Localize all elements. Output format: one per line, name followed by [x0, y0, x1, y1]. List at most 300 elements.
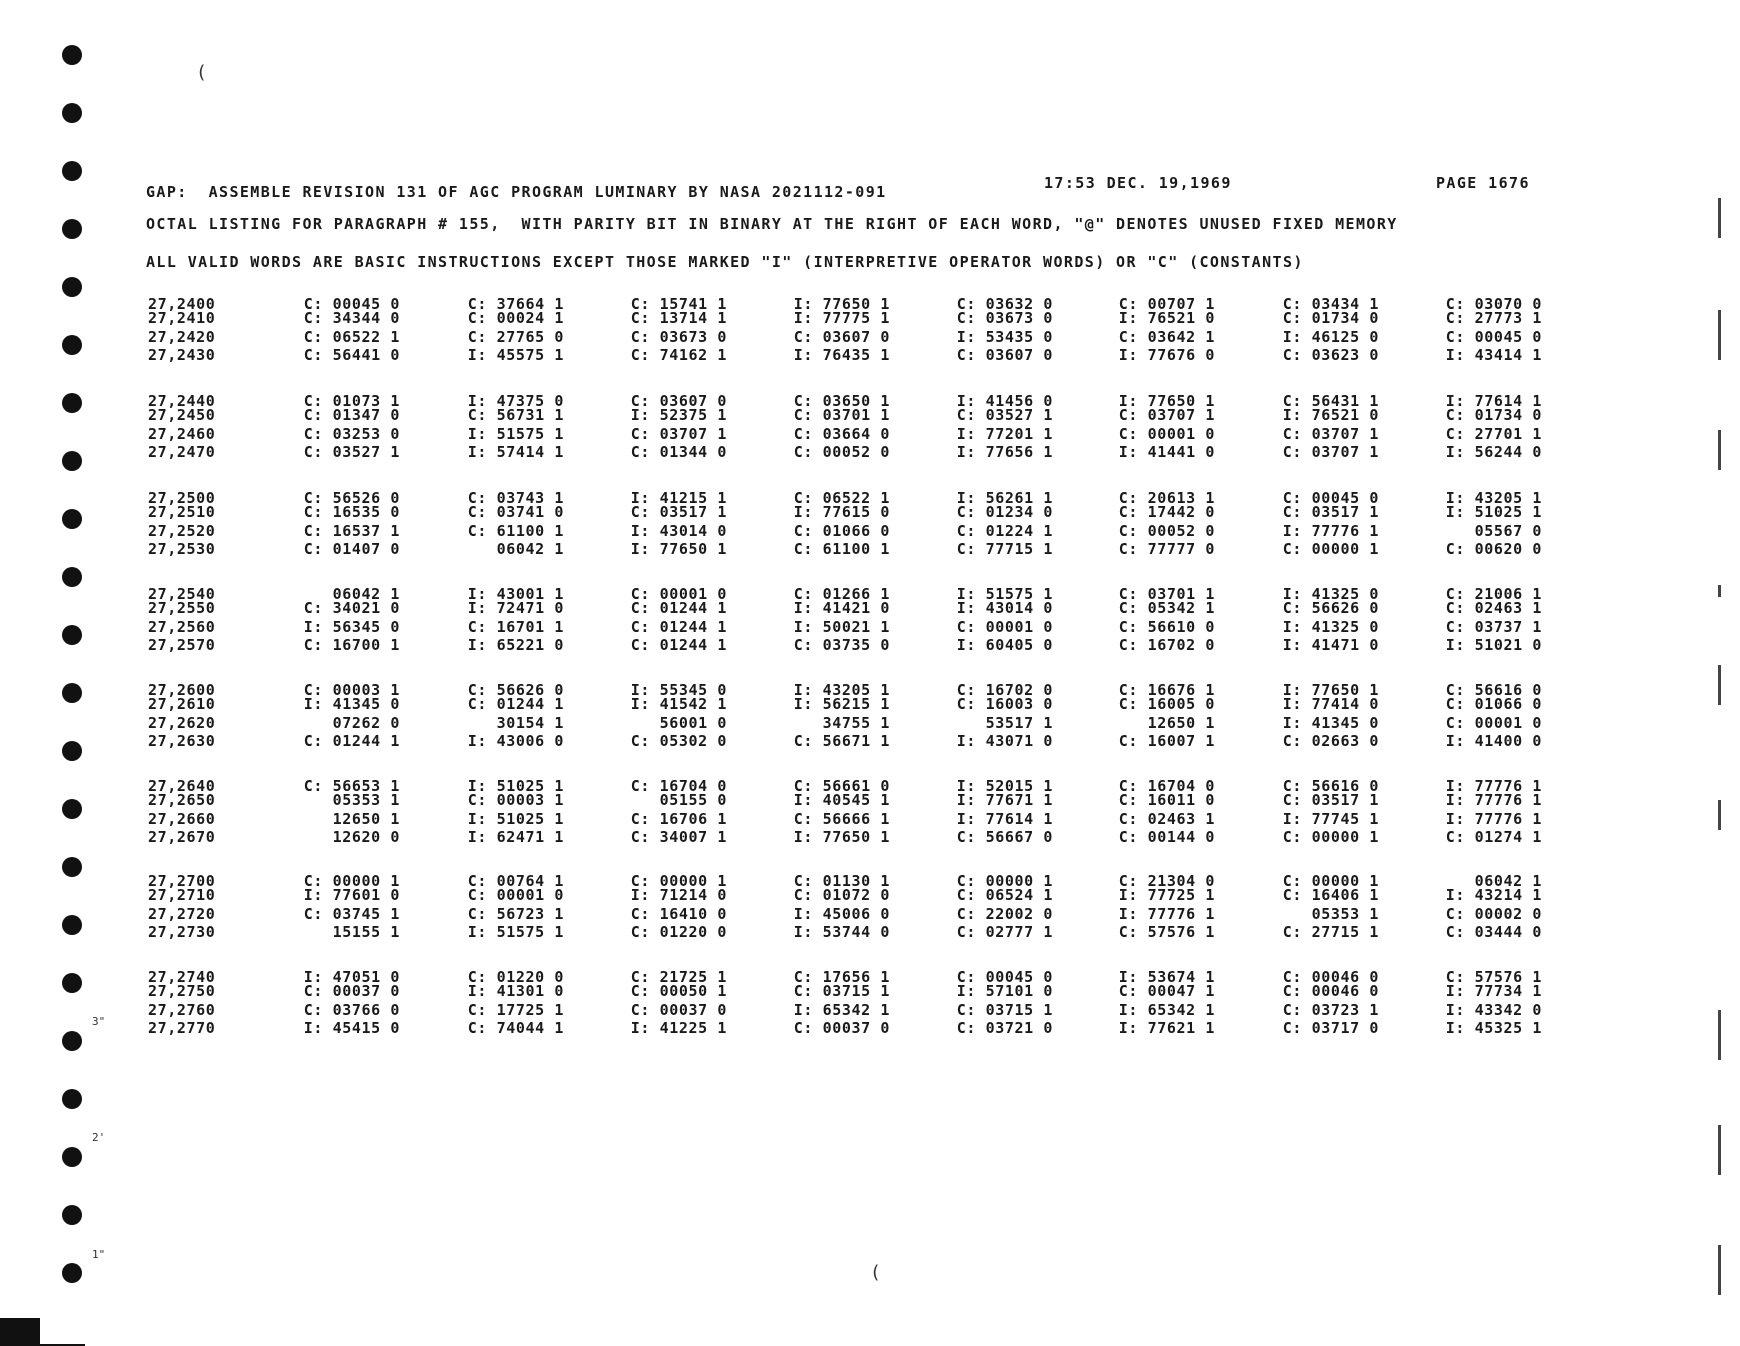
listing-word: I: 41400 0 [1445, 732, 1542, 750]
listing-word: I: 50021 1 [793, 618, 890, 636]
listing-word: C: 01066 0 [1445, 695, 1542, 713]
listing-word: I: 65342 1 [1118, 1001, 1215, 1019]
feed-hole-icon [62, 799, 82, 819]
listing-word: C: 03766 0 [303, 1001, 400, 1019]
listing-word: C: 37664 1 [467, 295, 564, 313]
listing-word: C: 03707 1 [630, 425, 727, 443]
listing-word: C: 02463 1 [1445, 599, 1542, 617]
listing-address: 27,2760 [148, 1001, 216, 1019]
listing-word: I: 77614 1 [956, 810, 1053, 828]
listing-word: C: 20613 1 [1118, 489, 1215, 507]
listing-word: C: 15741 1 [630, 295, 727, 313]
listing-word: C: 01220 0 [630, 923, 727, 941]
listing-word: C: 03715 1 [793, 982, 890, 1000]
listing-word: I: 41345 0 [303, 695, 400, 713]
listing-word: I: 77775 1 [793, 309, 890, 327]
listing-word: C: 17442 0 [1118, 503, 1215, 521]
listing-word: C: 00045 0 [1282, 489, 1379, 507]
listing-word: C: 03632 0 [956, 295, 1053, 313]
listing-word: C: 00000 1 [1282, 540, 1379, 558]
listing-address: 27,2560 [148, 618, 216, 636]
listing-word: I: 77671 1 [956, 791, 1053, 809]
feed-hole-icon [62, 335, 82, 355]
listing-address: 27,2570 [148, 636, 216, 654]
listing-word: C: 01347 0 [303, 406, 400, 424]
listing-word: C: 03721 0 [956, 1019, 1053, 1037]
listing-word: I: 53744 0 [793, 923, 890, 941]
listing-word: C: 01066 0 [793, 522, 890, 540]
listing-word: C: 01244 1 [630, 636, 727, 654]
right-edge-speck [1718, 1010, 1721, 1060]
listing-word: C: 00000 1 [956, 872, 1053, 890]
feed-hole-icon [62, 45, 82, 65]
listing-word: C: 01073 1 [303, 392, 400, 410]
listing-timestamp: 17:53 DEC. 19,1969 [1044, 174, 1232, 192]
listing-word: I: 43205 1 [1445, 489, 1542, 507]
listing-word: C: 00052 0 [793, 443, 890, 461]
listing-word: C: 03701 1 [1118, 585, 1215, 603]
listing-word: I: 51025 1 [1445, 503, 1542, 521]
listing-word: I: 77745 1 [1282, 810, 1379, 828]
listing-word: C: 56616 0 [1282, 777, 1379, 795]
listing-word: C: 77777 0 [1118, 540, 1215, 558]
octal-listing-description: OCTAL LISTING FOR PARAGRAPH # 155, WITH PARITY BIT IN BINARY AT THE RIGHT OF EACH WORD, "@" DENOTES UNUSED FIXED MEMORY [146, 215, 1398, 233]
listing-word: C: 03517 1 [1282, 791, 1379, 809]
listing-address: 27,2720 [148, 905, 216, 923]
feed-hole-icon [62, 857, 82, 877]
listing-word: C: 27701 1 [1445, 425, 1542, 443]
listing-address: 27,2740 [148, 968, 216, 986]
listing-word: C: 03741 0 [467, 503, 564, 521]
listing-word: I: 46125 0 [1282, 328, 1379, 346]
feed-hole-icon [62, 1205, 82, 1225]
listing-word: 06042 1 [1474, 872, 1542, 890]
listing-word: I: 51025 1 [467, 810, 564, 828]
listing-address: 27,2460 [148, 425, 216, 443]
listing-word: C: 03673 0 [630, 328, 727, 346]
feed-hole-icon [62, 1147, 82, 1167]
listing-word: C: 03607 0 [956, 346, 1053, 364]
listing-word: C: 17656 1 [793, 968, 890, 986]
listing-word: C: 16702 0 [1118, 636, 1215, 654]
listing-word: C: 00045 0 [303, 295, 400, 313]
right-edge-speck [1718, 430, 1721, 470]
right-edge-speck [1718, 665, 1721, 705]
listing-word: I: 77650 1 [630, 540, 727, 558]
listing-word: C: 61100 1 [467, 522, 564, 540]
listing-word: C: 03664 0 [793, 425, 890, 443]
listing-word: C: 03527 1 [303, 443, 400, 461]
listing-word: I: 43205 1 [793, 681, 890, 699]
feed-hole-icon [62, 393, 82, 413]
feed-hole-icon [62, 741, 82, 761]
listing-address: 27,2520 [148, 522, 216, 540]
listing-word: C: 03723 1 [1282, 1001, 1379, 1019]
feed-hole-icon [62, 1263, 82, 1283]
feed-hole-icon [62, 277, 82, 297]
listing-word: I: 77615 0 [793, 503, 890, 521]
listing-word: C: 16704 0 [630, 777, 727, 795]
listing-word: C: 06522 1 [793, 489, 890, 507]
listing-word: C: 03715 1 [956, 1001, 1053, 1019]
listing-word: C: 56610 0 [1118, 618, 1215, 636]
listing-address: 27,2730 [148, 923, 216, 941]
listing-word: C: 01344 0 [630, 443, 727, 461]
listing-address: 27,2670 [148, 828, 216, 846]
feed-hole-icon [62, 1089, 82, 1109]
listing-word: C: 03527 1 [956, 406, 1053, 424]
listing-word: C: 01072 0 [793, 886, 890, 904]
listing-word: I: 77776 1 [1445, 777, 1542, 795]
listing-word: C: 01244 1 [630, 618, 727, 636]
listing-word: I: 43214 1 [1445, 886, 1542, 904]
listing-word: C: 06522 1 [303, 328, 400, 346]
listing-word: I: 76521 0 [1282, 406, 1379, 424]
listing-address: 27,2430 [148, 346, 216, 364]
listing-word: I: 41456 0 [956, 392, 1053, 410]
listing-word: I: 51021 0 [1445, 636, 1542, 654]
listing-word: C: 56626 0 [1282, 599, 1379, 617]
listing-word: I: 77601 0 [303, 886, 400, 904]
listing-word: C: 56666 1 [793, 810, 890, 828]
listing-word: C: 03517 1 [630, 503, 727, 521]
listing-word: 05353 1 [1311, 905, 1379, 923]
listing-word: C: 74162 1 [630, 346, 727, 364]
listing-word: C: 56731 1 [467, 406, 564, 424]
listing-word: I: 51575 1 [467, 923, 564, 941]
listing-address: 27,2530 [148, 540, 216, 558]
listing-word: I: 41215 1 [630, 489, 727, 507]
listing-word: I: 56261 1 [956, 489, 1053, 507]
feed-hole-icon [62, 625, 82, 645]
listing-address: 27,2410 [148, 309, 216, 327]
listing-word: C: 22002 0 [956, 905, 1053, 923]
right-edge-speck [1718, 1245, 1721, 1295]
listing-word: C: 00707 1 [1118, 295, 1215, 313]
listing-word: C: 34344 0 [303, 309, 400, 327]
listing-word: I: 65342 1 [793, 1001, 890, 1019]
listing-word: C: 56667 0 [956, 828, 1053, 846]
listing-word: 05155 0 [659, 791, 727, 809]
listing-word: 06042 1 [332, 585, 400, 603]
listing-address: 27,2450 [148, 406, 216, 424]
listing-word: C: 21304 0 [1118, 872, 1215, 890]
listing-word: C: 56616 0 [1445, 681, 1542, 699]
feed-hole-icon [62, 161, 82, 181]
listing-word: C: 03650 1 [793, 392, 890, 410]
feed-hole-icon [62, 683, 82, 703]
listing-word: C: 56626 0 [467, 681, 564, 699]
listing-word: C: 56723 1 [467, 905, 564, 923]
listing-word: C: 05302 0 [630, 732, 727, 750]
listing-address: 27,2500 [148, 489, 216, 507]
listing-word: C: 00764 1 [467, 872, 564, 890]
listing-word: I: 45575 1 [467, 346, 564, 364]
listing-word: I: 47375 0 [467, 392, 564, 410]
listing-word: C: 00001 0 [630, 585, 727, 603]
listing-word: C: 00045 0 [1445, 328, 1542, 346]
listing-word: I: 41325 0 [1282, 618, 1379, 636]
feed-hole-icon [62, 567, 82, 587]
listing-word: C: 00037 0 [630, 1001, 727, 1019]
listing-word: C: 00045 0 [956, 968, 1053, 986]
listing-word: C: 01234 0 [956, 503, 1053, 521]
listing-word: C: 00024 1 [467, 309, 564, 327]
listing-address: 27,2550 [148, 599, 216, 617]
listing-word: I: 43006 0 [467, 732, 564, 750]
listing-word: C: 34021 0 [303, 599, 400, 617]
listing-word: I: 72471 0 [467, 599, 564, 617]
listing-word: C: 00001 0 [1118, 425, 1215, 443]
listing-word: C: 16701 1 [467, 618, 564, 636]
listing-word: I: 41325 0 [1282, 585, 1379, 603]
tractor-feed-holes [62, 45, 92, 1295]
listing-word: C: 02777 1 [956, 923, 1053, 941]
listing-word: C: 03642 1 [1118, 328, 1215, 346]
listing-word: C: 03444 0 [1445, 923, 1542, 941]
listing-word: I: 53435 0 [956, 328, 1053, 346]
listing-word: C: 00000 1 [303, 872, 400, 890]
listing-word: C: 00000 1 [1282, 828, 1379, 846]
listing-word: I: 77201 1 [956, 425, 1053, 443]
listing-word: C: 27765 0 [467, 328, 564, 346]
listing-word: I: 76435 1 [793, 346, 890, 364]
listing-word: I: 55345 0 [630, 681, 727, 699]
listing-address: 27,2750 [148, 982, 216, 1000]
right-edge-speck [1718, 585, 1721, 597]
listing-word: C: 17725 1 [467, 1001, 564, 1019]
listing-word: I: 77734 1 [1445, 982, 1542, 1000]
listing-word: C: 03737 1 [1445, 618, 1542, 636]
listing-word: I: 47051 0 [303, 968, 400, 986]
listing-word: C: 01220 0 [467, 968, 564, 986]
listing-word: I: 77650 1 [793, 828, 890, 846]
listing-word: C: 00052 0 [1118, 522, 1215, 540]
listing-word: C: 34007 1 [630, 828, 727, 846]
listing-word: C: 57576 1 [1445, 968, 1542, 986]
listing-address: 27,2770 [148, 1019, 216, 1037]
listing-word: I: 52015 1 [956, 777, 1053, 795]
listing-word: C: 77715 1 [956, 540, 1053, 558]
listing-word: C: 56431 1 [1282, 392, 1379, 410]
listing-word: C: 03434 1 [1282, 295, 1379, 313]
listing-address: 27,2470 [148, 443, 216, 461]
listing-word: 15155 1 [332, 923, 400, 941]
right-edge-speck [1718, 1125, 1721, 1175]
listing-word: I: 41225 1 [630, 1019, 727, 1037]
listing-word: I: 52375 1 [630, 406, 727, 424]
listing-address: 27,2420 [148, 328, 216, 346]
listing-word: C: 00144 0 [1118, 828, 1215, 846]
listing-word: 06042 1 [496, 540, 564, 558]
listing-word: C: 03623 0 [1282, 346, 1379, 364]
listing-word: C: 03607 0 [630, 392, 727, 410]
valid-words-legend: ALL VALID WORDS ARE BASIC INSTRUCTIONS EXCEPT THOSE MARKED "I" (INTERPRETIVE OPERATOR WORDS) OR "C" (CONSTANTS) [146, 253, 1304, 271]
corner-marker [0, 1318, 40, 1346]
right-edge-speck [1718, 800, 1721, 830]
listing-word: C: 00046 0 [1282, 968, 1379, 986]
listing-word: I: 43414 1 [1445, 346, 1542, 364]
feed-hole-icon [62, 973, 82, 993]
listing-address: 27,2610 [148, 695, 216, 713]
right-edge-speck [1718, 310, 1721, 360]
listing-word: C: 01734 0 [1282, 309, 1379, 327]
listing-word: I: 56215 1 [793, 695, 890, 713]
listing-word: I: 77776 1 [1445, 791, 1542, 809]
listing-word: I: 43071 0 [956, 732, 1053, 750]
listing-word: I: 43014 0 [956, 599, 1053, 617]
listing-word: I: 41542 1 [630, 695, 727, 713]
listing-word: C: 00047 1 [1118, 982, 1215, 1000]
listing-word: C: 00003 1 [467, 791, 564, 809]
listing-address: 27,2540 [148, 585, 216, 603]
listing-word: C: 02663 0 [1282, 732, 1379, 750]
listing-word: I: 77776 1 [1445, 810, 1542, 828]
listing-word: C: 00046 0 [1282, 982, 1379, 1000]
listing-word: C: 01734 0 [1445, 406, 1542, 424]
listing-word: C: 01407 0 [303, 540, 400, 558]
listing-word: I: 41441 0 [1118, 443, 1215, 461]
listing-word: 34755 1 [822, 714, 890, 732]
margin-mark-1: 1" [92, 1248, 106, 1261]
listing-word: I: 56244 0 [1445, 443, 1542, 461]
listing-address: 27,2620 [148, 714, 216, 732]
listing-word: C: 01266 1 [793, 585, 890, 603]
listing-word: 05567 0 [1474, 522, 1542, 540]
listing-word: I: 77725 1 [1118, 886, 1215, 904]
listing-word: C: 03717 0 [1282, 1019, 1379, 1037]
listing-word: 12650 1 [1147, 714, 1215, 732]
feed-hole-icon [62, 219, 82, 239]
listing-word: I: 40545 1 [793, 791, 890, 809]
listing-word: C: 00001 0 [467, 886, 564, 904]
listing-word: C: 16011 0 [1118, 791, 1215, 809]
listing-word: I: 45006 0 [793, 905, 890, 923]
listing-word: C: 56441 0 [303, 346, 400, 364]
listing-word: C: 06524 1 [956, 886, 1053, 904]
feed-hole-icon [62, 451, 82, 471]
feed-hole-icon [62, 103, 82, 123]
listing-word: C: 16007 1 [1118, 732, 1215, 750]
listing-word: I: 41301 0 [467, 982, 564, 1000]
listing-word: I: 77676 0 [1118, 346, 1215, 364]
listing-word: C: 03707 1 [1282, 443, 1379, 461]
listing-address: 27,2630 [148, 732, 216, 750]
listing-word: C: 03070 0 [1445, 295, 1542, 313]
listing-word: C: 16706 1 [630, 810, 727, 828]
listing-word: I: 71214 0 [630, 886, 727, 904]
listing-word: C: 56526 0 [303, 489, 400, 507]
listing-word: C: 27773 1 [1445, 309, 1542, 327]
listing-word: I: 41421 0 [793, 599, 890, 617]
listing-word: I: 43001 1 [467, 585, 564, 603]
listing-word: 56001 0 [659, 714, 727, 732]
listing-address: 27,2510 [148, 503, 216, 521]
listing-address: 27,2660 [148, 810, 216, 828]
listing-word: I: 77650 1 [793, 295, 890, 313]
listing-word: I: 57101 0 [956, 982, 1053, 1000]
listing-address: 27,2640 [148, 777, 216, 795]
listing-word: I: 56345 0 [303, 618, 400, 636]
listing-word: C: 27715 1 [1282, 923, 1379, 941]
listing-word: C: 01224 1 [956, 522, 1053, 540]
listing-word: I: 51575 1 [467, 425, 564, 443]
page-number: PAGE 1676 [1436, 174, 1530, 192]
feed-hole-icon [62, 915, 82, 935]
listing-word: C: 02463 1 [1118, 810, 1215, 828]
listing-word: C: 00050 1 [630, 982, 727, 1000]
margin-mark-3: 3" [92, 1015, 106, 1028]
listing-word: C: 01130 1 [793, 872, 890, 890]
listing-word: C: 03517 1 [1282, 503, 1379, 521]
listing-address: 27,2700 [148, 872, 216, 890]
listing-word: C: 21725 1 [630, 968, 727, 986]
listing-word: I: 43014 0 [630, 522, 727, 540]
listing-word: C: 01244 1 [630, 599, 727, 617]
listing-word: C: 00037 0 [303, 982, 400, 1000]
listing-word: C: 00000 1 [630, 872, 727, 890]
listing-word: C: 16406 1 [1282, 886, 1379, 904]
listing-title: GAP: ASSEMBLE REVISION 131 OF AGC PROGRAM LUMINARY BY NASA 2021112-091 [146, 183, 887, 201]
listing-word: I: 65221 0 [467, 636, 564, 654]
listing-word: I: 43342 0 [1445, 1001, 1542, 1019]
listing-word: C: 16535 0 [303, 503, 400, 521]
listing-word: C: 03701 1 [793, 406, 890, 424]
listing-word: C: 16700 1 [303, 636, 400, 654]
listing-word: I: 51575 1 [956, 585, 1053, 603]
listing-word: C: 21006 1 [1445, 585, 1542, 603]
listing-word: C: 03253 0 [303, 425, 400, 443]
listing-address: 27,2710 [148, 886, 216, 904]
listing-word: 05353 1 [332, 791, 400, 809]
listing-word: C: 00001 0 [1445, 714, 1542, 732]
listing-word: C: 00001 0 [956, 618, 1053, 636]
listing-word: I: 51025 1 [467, 777, 564, 795]
listing-word: I: 77776 1 [1118, 905, 1215, 923]
listing-word: C: 16410 0 [630, 905, 727, 923]
listing-word: I: 77776 1 [1282, 522, 1379, 540]
right-edge-speck [1718, 198, 1721, 238]
listing-word: I: 77656 1 [956, 443, 1053, 461]
listing-word: C: 74044 1 [467, 1019, 564, 1037]
listing-word: 53517 1 [985, 714, 1053, 732]
listing-word: I: 53674 1 [1118, 968, 1215, 986]
listing-word: C: 03735 0 [793, 636, 890, 654]
listing-word: C: 56671 1 [793, 732, 890, 750]
listing-word: I: 77614 1 [1445, 392, 1542, 410]
listing-word: C: 13714 1 [630, 309, 727, 327]
listing-word: C: 16005 0 [1118, 695, 1215, 713]
listing-word: C: 56653 1 [303, 777, 400, 795]
listing-word: 07262 0 [332, 714, 400, 732]
stray-mark: ( [870, 1262, 881, 1283]
listing-word: C: 01274 1 [1445, 828, 1542, 846]
listing-word: I: 77621 1 [1118, 1019, 1215, 1037]
listing-word: C: 16537 1 [303, 522, 400, 540]
listing-word: I: 60405 0 [956, 636, 1053, 654]
listing-word: I: 45415 0 [303, 1019, 400, 1037]
listing-address: 27,2440 [148, 392, 216, 410]
listing-word: 30154 1 [496, 714, 564, 732]
listing-word: I: 62471 1 [467, 828, 564, 846]
listing-address: 27,2400 [148, 295, 216, 313]
listing-address: 27,2650 [148, 791, 216, 809]
listing-word: C: 00003 1 [303, 681, 400, 699]
listing-word: 12620 0 [332, 828, 400, 846]
listing-word: C: 03673 0 [956, 309, 1053, 327]
listing-word: C: 03607 0 [793, 328, 890, 346]
listing-word: C: 03745 1 [303, 905, 400, 923]
